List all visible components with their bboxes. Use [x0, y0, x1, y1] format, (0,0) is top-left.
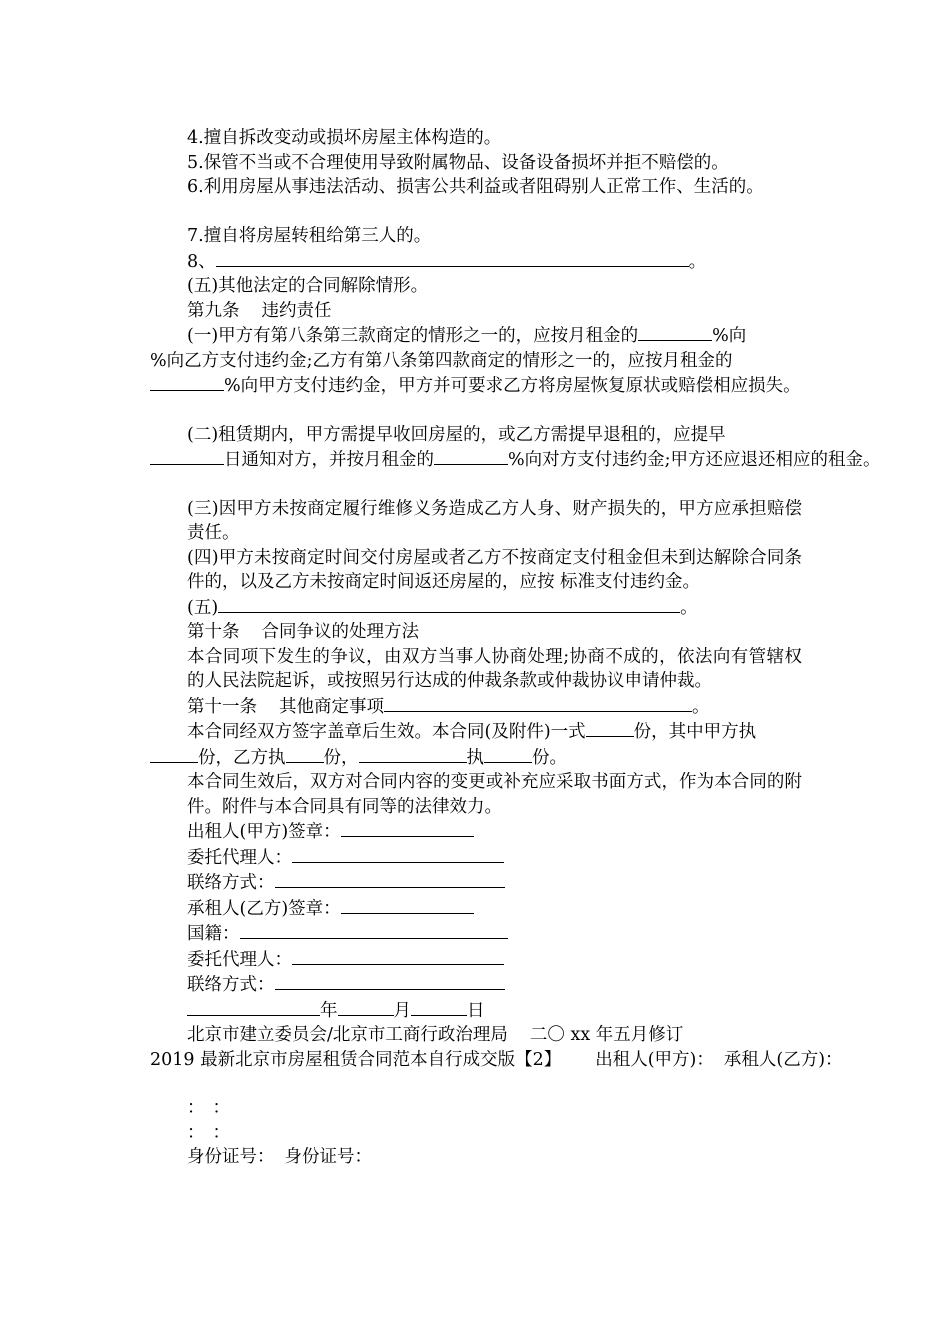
- clause-text: 本合同经双方签字盖章后生效。本合同(及附件)一式: [187, 722, 586, 742]
- fill-blank: [586, 719, 634, 737]
- article-number: 第十一条: [187, 696, 257, 717]
- clause-item-6: [150, 175, 802, 224]
- clause-item-7: [150, 224, 802, 249]
- clause-text: 7.擅自将房屋转租给第三人的。: [187, 226, 432, 246]
- fill-blank: [384, 694, 692, 712]
- clause-text: 6.利用房屋从事违法活动、损害公共利益或者阻碍别人正常工作、生活的。: [187, 177, 764, 197]
- signature-blank: [341, 896, 474, 914]
- date-blank: [187, 998, 320, 1016]
- field-label: ：: [187, 1098, 205, 1118]
- lessor-signature-row: [150, 819, 802, 845]
- article-9-clause-3: [150, 497, 802, 546]
- lessee-signature-row: [150, 896, 802, 922]
- clause-text: (四)甲方未按商定时间交付房屋或者乙方不按商定支付租金但未到达解除合同条件的，以及乙方未按商定时间返还房屋的，应按 标准支付违约金。: [187, 547, 802, 592]
- clause-text: 份，其中甲方执: [633, 722, 757, 742]
- signature-blank: [275, 870, 505, 888]
- contract-2-title-line: [150, 1048, 843, 1073]
- fill-blank: [484, 745, 532, 763]
- signature-blank: [292, 845, 504, 863]
- article-11-heading: [150, 694, 802, 720]
- fill-blank: [286, 745, 324, 763]
- lessee-contact-row: [150, 972, 802, 998]
- fill-blank: [218, 595, 680, 613]
- clause-text: (五)其他法定的合同解除情形。: [187, 276, 429, 296]
- fill-blank: [150, 745, 198, 763]
- clause-text: 。: [680, 597, 698, 618]
- fill-blank: [434, 447, 508, 465]
- field-label: ：: [212, 1098, 230, 1118]
- field-label: 身份证号：: [284, 1147, 372, 1167]
- date-blank: [338, 998, 394, 1016]
- clause-text: 份。: [532, 747, 567, 768]
- clause-text: 8、: [187, 251, 216, 272]
- article-9-clause-1-line-1: (一)甲方有第八条第三款商定的情形之一的，应按月租金的 %向: [150, 323, 802, 349]
- article-9-clause-1-line-3: [150, 373, 802, 399]
- date-label: 日: [467, 1000, 485, 1021]
- article-9-clause-2-line-2: [150, 447, 881, 473]
- signature-blank: [240, 921, 508, 939]
- article-title: 违约责任: [261, 300, 332, 321]
- issuer-line: [150, 1023, 802, 1048]
- clause-text: 。: [688, 251, 707, 272]
- signature-blank: [341, 819, 474, 837]
- article-number: 第十条: [187, 622, 240, 642]
- clause-text: (五): [187, 597, 219, 618]
- article-title: 合同争议的处理方法: [261, 622, 419, 642]
- field-label: 委托代理人：: [187, 949, 292, 970]
- article-number: 第九条: [187, 300, 240, 321]
- field-label: 承租人(乙方)：: [723, 1049, 843, 1070]
- clause-text: 执: [466, 747, 484, 768]
- clause-item-4: [150, 126, 802, 151]
- clause-item-5: [150, 151, 802, 176]
- spacer: [150, 399, 802, 423]
- field-label: 联络方式：: [187, 975, 275, 995]
- fill-blank: [150, 447, 224, 465]
- fill-blank: [359, 745, 467, 763]
- signature-blank: [275, 972, 505, 990]
- clause-text: (三)因甲方未按商定履行维修义务造成乙方人身、财产损失的，甲方应承担赔偿责任。: [187, 498, 802, 543]
- article-9-clause-2-line-1: [150, 423, 802, 448]
- article-9-clause-1-line-2: [150, 349, 802, 374]
- clause-text: 。: [692, 696, 710, 717]
- signature-blank: [292, 947, 504, 965]
- lessee-agent-row: [150, 947, 802, 973]
- field-label: 出租人(甲方)：: [595, 1049, 714, 1070]
- clause-text: 份，: [323, 747, 359, 768]
- colon-row: [150, 1096, 802, 1121]
- date-row: [150, 998, 802, 1024]
- lessor-contact-row: [150, 870, 802, 896]
- clause-text: 份，乙方执: [198, 747, 286, 768]
- article-10-heading: [150, 620, 802, 645]
- clause-text: (二)租赁期内，甲方需提早收回房屋的，或乙方需提早退租的，应提早: [187, 424, 726, 445]
- clause-text: (一)甲方有第八条第三款商定的情形之一的，应按月租金的: [187, 326, 639, 346]
- date-blank: [411, 998, 467, 1016]
- clause-text: 5.保管不当或不合理使用导致附属物品、设备设备损坏并拒不赔偿的。: [187, 152, 729, 173]
- article-9-heading: [150, 299, 802, 324]
- fill-blank: [216, 249, 689, 267]
- article-9-clause-4: [150, 546, 802, 595]
- clause-text: 本合同生效后，双方对合同内容的变更或补充应采取书面方式，作为本合同的附件。附件与本合同具有同等的法律效力。: [187, 772, 802, 817]
- clause-text: %向甲方支付违约金，甲方并可要求乙方将房屋恢复原状或赔偿相应损失。: [224, 376, 801, 396]
- amendment-clause: [150, 770, 802, 819]
- copies-line-2: [150, 745, 802, 771]
- field-label: ：: [187, 1122, 205, 1143]
- field-label: 承租人(乙方)签章：: [187, 898, 341, 919]
- field-label: 联络方式：: [187, 873, 275, 893]
- copies-line-1: [150, 719, 802, 745]
- field-label: 出租人(甲方)签章：: [187, 822, 341, 842]
- article-10-body: [150, 645, 802, 694]
- contract-title: 2019 最新北京市房屋租赁合同范本自行成交版【2】: [150, 1049, 562, 1070]
- field-label: 身份证号：: [187, 1147, 275, 1167]
- article-title: 其他商定事项: [279, 696, 384, 717]
- lessee-nationality-row: [150, 921, 802, 947]
- field-label: ：: [212, 1122, 230, 1143]
- date-label: 月: [393, 1000, 411, 1021]
- spacer: [150, 473, 802, 497]
- colon-row: [150, 1121, 802, 1146]
- fill-blank: [150, 373, 224, 391]
- contract-document: [150, 126, 881, 1170]
- spacer: [150, 1072, 802, 1096]
- clause-other-termination: [150, 274, 802, 299]
- clause-text: 本合同项下发生的争议，由双方当事人协商处理;协商不成的，依法向有管辖权的人民法院起诉，或按照另行达成的仲裁条款或仲裁协议申请仲裁。: [187, 646, 802, 691]
- clause-text: %向对方支付违约金;甲方还应退还相应的租金。: [508, 450, 881, 470]
- field-label: 国籍：: [187, 924, 240, 944]
- clause-text: %向乙方支付违约金;乙方有第八条第四款商定的情形之一的，应按月租金的: [150, 350, 733, 371]
- issuer-name: 北京市建立委员会/北京市工商行政治理局: [187, 1025, 508, 1045]
- lessor-agent-row: [150, 845, 802, 871]
- clause-text: 4.擅自拆改变动或损坏房屋主体构造的。: [187, 128, 502, 148]
- clause-text: 日通知对方，并按月租金的: [224, 450, 434, 470]
- clause-item-8: [150, 249, 802, 275]
- article-9-clause-5: [150, 595, 802, 621]
- id-number-row: [150, 1145, 802, 1170]
- fill-blank: [638, 323, 712, 341]
- field-label: 委托代理人：: [187, 847, 292, 868]
- date-label: 年: [320, 1000, 338, 1021]
- revision-note: 二〇 xx 年五月修订: [529, 1025, 684, 1045]
